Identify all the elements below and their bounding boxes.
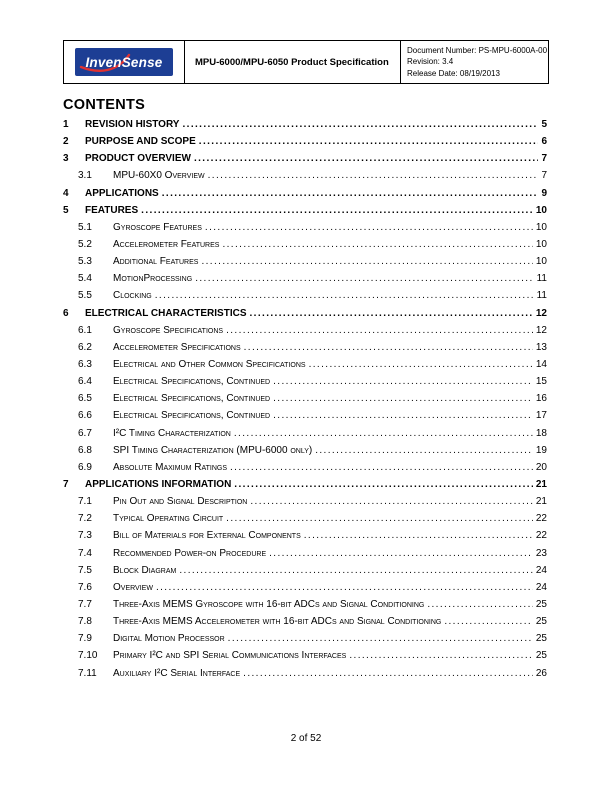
- toc-entry-label: Recommended Power-on Procedure: [113, 547, 267, 559]
- toc-leader-dots: [162, 188, 539, 199]
- toc-entry-label: Three-Axis MEMS Gyroscope with 16-bit ADCs and Signal Conditioning: [113, 598, 425, 610]
- toc-leader-dots: [179, 565, 533, 576]
- toc-entry-label: APPLICATIONS: [85, 187, 159, 199]
- toc-entry-label: Accelerometer Features: [113, 238, 220, 250]
- toc-leader-dots: [208, 170, 539, 181]
- toc-entry-number: 6.3: [78, 358, 92, 370]
- toc-entry-page: 25: [535, 633, 547, 645]
- toc-entry-page: 18: [535, 427, 547, 439]
- toc-entry-page: 25: [535, 616, 547, 628]
- toc-entry[interactable]: [63, 496, 547, 513]
- toc-leader-dots: [201, 256, 532, 267]
- toc-entry-page: 24: [535, 581, 547, 593]
- toc-entry-number: 3: [63, 153, 69, 165]
- toc-entry[interactable]: [63, 136, 547, 153]
- toc-entry-label: PURPOSE AND SCOPE: [85, 136, 196, 148]
- toc-entry[interactable]: [63, 222, 547, 239]
- toc-entry-page: 24: [535, 564, 547, 576]
- toc-entry-label: PRODUCT OVERVIEW: [85, 153, 191, 165]
- toc-leader-dots: [269, 548, 533, 559]
- toc-entry-label: Pin Out and Signal Description: [113, 496, 248, 508]
- toc-entry-number: 7.8: [78, 616, 92, 628]
- toc-entry-page: 11: [536, 273, 547, 285]
- toc-leader-dots: [155, 290, 534, 301]
- toc-entry-number: 2: [63, 136, 69, 148]
- toc-entry-number: 5.1: [78, 221, 92, 233]
- toc-entry[interactable]: [63, 479, 547, 496]
- toc-entry-page: 23: [535, 547, 547, 559]
- contents-heading: CONTENTS: [63, 97, 146, 113]
- document-number: Document Number: PS-MPU-6000A-00: [407, 45, 548, 55]
- toc-leader-dots: [249, 308, 532, 319]
- toc-leader-dots: [273, 410, 533, 421]
- toc-entry-number: 5.4: [78, 273, 92, 285]
- toc-entry-number: 6.1: [78, 324, 92, 336]
- header-table: [63, 40, 549, 84]
- toc-entry-page: 25: [535, 598, 547, 610]
- toc-entry-label: Clocking: [113, 290, 152, 302]
- toc-entry-page: 20: [535, 461, 547, 473]
- toc-entry[interactable]: [63, 599, 547, 616]
- toc-entry-label: Primary I²C and SPI Serial Communications Interfaces: [113, 650, 347, 662]
- toc-entry[interactable]: [63, 565, 547, 582]
- toc-entry[interactable]: [63, 325, 547, 342]
- toc-entry-page: 13: [535, 341, 547, 353]
- toc-entry[interactable]: [63, 548, 547, 565]
- toc-entry-number: 6.2: [78, 341, 92, 353]
- toc-entry-number: 5.5: [78, 290, 92, 302]
- toc-entry-label: SPI Timing Characterization (MPU-6000 only): [113, 444, 313, 456]
- toc-entry-page: 14: [535, 358, 547, 370]
- toc-entry-page: 19: [535, 444, 547, 456]
- toc-entry-page: 7: [541, 153, 547, 165]
- toc-entry-label: I²C Timing Characterization: [113, 427, 231, 439]
- toc-entry-page: 5: [541, 119, 547, 130]
- toc-entry[interactable]: [63, 582, 547, 599]
- invensense-logo: [75, 48, 173, 76]
- revision: Revision: 3.4: [407, 57, 454, 67]
- toc-entry-label: Electrical Specifications, Continued: [113, 393, 271, 405]
- toc-entry-label: MPU-60X0 Overview: [113, 170, 205, 182]
- toc-leader-dots: [444, 616, 533, 627]
- toc-entry[interactable]: [63, 376, 547, 393]
- toc-entry-number: 7.11: [78, 667, 97, 679]
- header-logo-cell: [64, 41, 184, 83]
- toc-leader-dots: [427, 599, 533, 610]
- toc-entry[interactable]: [63, 256, 547, 273]
- toc-entry[interactable]: [63, 153, 547, 170]
- toc-entry-page: 22: [535, 530, 547, 542]
- toc-entry-label: Additional Features: [113, 256, 199, 268]
- toc-entry-number: 6.8: [78, 444, 92, 456]
- toc-entry[interactable]: [63, 205, 547, 222]
- toc-entry[interactable]: [63, 445, 547, 462]
- toc-entry-number: 7.5: [78, 564, 92, 576]
- toc-leader-dots: [199, 136, 539, 147]
- toc-entry-label: APPLICATIONS INFORMATION: [85, 478, 232, 490]
- toc-entry-label: Bill of Materials for External Components: [113, 530, 301, 542]
- toc-entry-number: 6.7: [78, 427, 92, 439]
- toc-entry-page: 21: [535, 496, 547, 508]
- toc-entry[interactable]: [63, 359, 547, 376]
- toc-entry-page: 11: [536, 290, 547, 302]
- toc-leader-dots: [349, 650, 533, 661]
- toc-entry-label: ELECTRICAL CHARACTERISTICS: [85, 307, 247, 319]
- toc-leader-dots: [273, 376, 533, 387]
- toc-leader-dots: [226, 513, 533, 524]
- toc-entry-number: 7.6: [78, 581, 92, 593]
- toc-entry-number: 7.2: [78, 513, 92, 525]
- toc-list: [63, 119, 547, 685]
- page-number-footer: 2 of 52: [290, 733, 322, 744]
- toc-entry-label: Electrical Specifications, Continued: [113, 410, 271, 422]
- toc-entry-page: 15: [535, 376, 547, 388]
- toc-entry[interactable]: [63, 273, 547, 290]
- toc-entry-label: Digital Motion Processor: [113, 633, 225, 645]
- toc-entry-label: FEATURES: [85, 204, 139, 216]
- toc-entry-number: 4: [63, 187, 69, 199]
- toc-entry-label: Gyroscope Specifications: [113, 324, 224, 336]
- toc-entry-label: Gyroscope Features: [113, 221, 202, 233]
- toc-entry-label: Absolute Maximum Ratings: [113, 461, 227, 473]
- toc-leader-dots: [234, 428, 533, 439]
- toc-entry-page: 6: [541, 136, 547, 148]
- toc-leader-dots: [234, 479, 533, 490]
- toc-leader-dots: [309, 359, 533, 370]
- toc-entry-label: Overview: [113, 581, 153, 593]
- header-info-cell: [400, 41, 548, 83]
- toc-entry[interactable]: [63, 342, 547, 359]
- toc-entry[interactable]: [63, 428, 547, 445]
- toc-entry-number: 7.9: [78, 633, 92, 645]
- toc-leader-dots: [194, 153, 539, 164]
- toc-entry-number: 6.6: [78, 410, 92, 422]
- toc-entry[interactable]: [63, 650, 547, 667]
- toc-leader-dots: [156, 582, 533, 593]
- toc-entry-label: Electrical Specifications, Continued: [113, 376, 271, 388]
- toc-entry-page: 7: [541, 170, 547, 182]
- toc-leader-dots: [315, 445, 533, 456]
- toc-entry[interactable]: [63, 668, 547, 685]
- toc-entry-number: 5.3: [78, 256, 92, 268]
- toc-entry-page: 10: [535, 238, 547, 250]
- toc-entry-number: 6.4: [78, 376, 92, 388]
- toc-entry[interactable]: [63, 308, 547, 325]
- toc-entry-page: 9: [541, 187, 547, 199]
- toc-entry[interactable]: [63, 616, 547, 633]
- toc-entry-page: 21: [535, 478, 547, 490]
- toc-leader-dots: [226, 325, 533, 336]
- toc-entry-page: 16: [535, 393, 547, 405]
- toc-leader-dots: [195, 273, 533, 284]
- toc-entry[interactable]: [63, 462, 547, 479]
- toc-entry[interactable]: [63, 393, 547, 410]
- toc-entry-label: Typical Operating Circuit: [113, 513, 224, 525]
- toc-entry-page: 25: [535, 650, 547, 662]
- toc-leader-dots: [141, 205, 533, 216]
- toc-entry[interactable]: [63, 188, 547, 205]
- toc-entry-number: 6.5: [78, 393, 92, 405]
- toc-entry-number: 6: [63, 307, 69, 319]
- toc-entry-label: Accelerometer Specifications: [113, 341, 241, 353]
- toc-entry-page: 10: [535, 221, 547, 233]
- toc-entry[interactable]: [63, 530, 547, 547]
- logo-text: InvenSense: [85, 54, 163, 70]
- toc-entry[interactable]: [63, 633, 547, 650]
- toc-entry[interactable]: [63, 410, 547, 427]
- toc-entry-number: 7.10: [78, 650, 98, 662]
- toc-entry-page: 10: [535, 256, 547, 268]
- toc-entry-number: 1: [63, 119, 69, 130]
- toc-leader-dots: [304, 530, 533, 541]
- toc-leader-dots: [228, 633, 533, 644]
- toc-leader-dots: [230, 462, 533, 473]
- toc-entry-number: 7: [63, 478, 69, 490]
- toc-entry-label: Electrical and Other Common Specifications: [113, 358, 306, 370]
- toc-entry[interactable]: [63, 290, 547, 307]
- toc-entry-label: MotionProcessing: [113, 273, 193, 285]
- toc-entry-number: 5: [63, 204, 69, 216]
- toc-entry-number: 7.7: [78, 598, 92, 610]
- header-title-cell: [184, 41, 400, 83]
- toc-entry-page: 22: [535, 513, 547, 525]
- toc-entry[interactable]: [63, 119, 547, 136]
- toc-entry-page: 26: [535, 667, 547, 679]
- toc-leader-dots: [182, 119, 538, 130]
- toc-entry-label: Block Diagram: [113, 564, 177, 576]
- toc-leader-dots: [244, 342, 533, 353]
- toc-leader-dots: [222, 239, 532, 250]
- toc-entry-page: 17: [535, 410, 547, 422]
- toc-leader-dots: [273, 393, 533, 404]
- toc-entry-label: Auxiliary I²C Serial Interface: [113, 667, 241, 679]
- toc-leader-dots: [250, 496, 533, 507]
- document-title: MPU-6000/MPU-6050 Product Specification: [195, 56, 389, 68]
- toc-entry-number: 7.3: [78, 530, 92, 542]
- toc-entry-page: 12: [535, 307, 547, 319]
- toc-entry-number: 6.9: [78, 461, 92, 473]
- toc-entry-label: Three-Axis MEMS Accelerometer with 16-bit ADCs and Signal Conditioning: [113, 616, 442, 628]
- toc-entry-label: REVISION HISTORY: [85, 119, 180, 130]
- toc-leader-dots: [205, 222, 533, 233]
- toc-entry[interactable]: [63, 513, 547, 530]
- toc-entry-page: 12: [535, 324, 547, 336]
- toc-entry-page: 10: [535, 204, 547, 216]
- toc-entry-number: 3.1: [78, 170, 92, 182]
- toc-entry-number: 5.2: [78, 238, 92, 250]
- toc-leader-dots: [243, 668, 533, 679]
- toc-entry[interactable]: [63, 170, 547, 187]
- release-date: Release Date: 08/19/2013: [407, 69, 500, 79]
- toc-entry-number: 7.4: [78, 547, 92, 559]
- toc-entry-number: 7.1: [78, 496, 92, 508]
- toc-entry[interactable]: [63, 239, 547, 256]
